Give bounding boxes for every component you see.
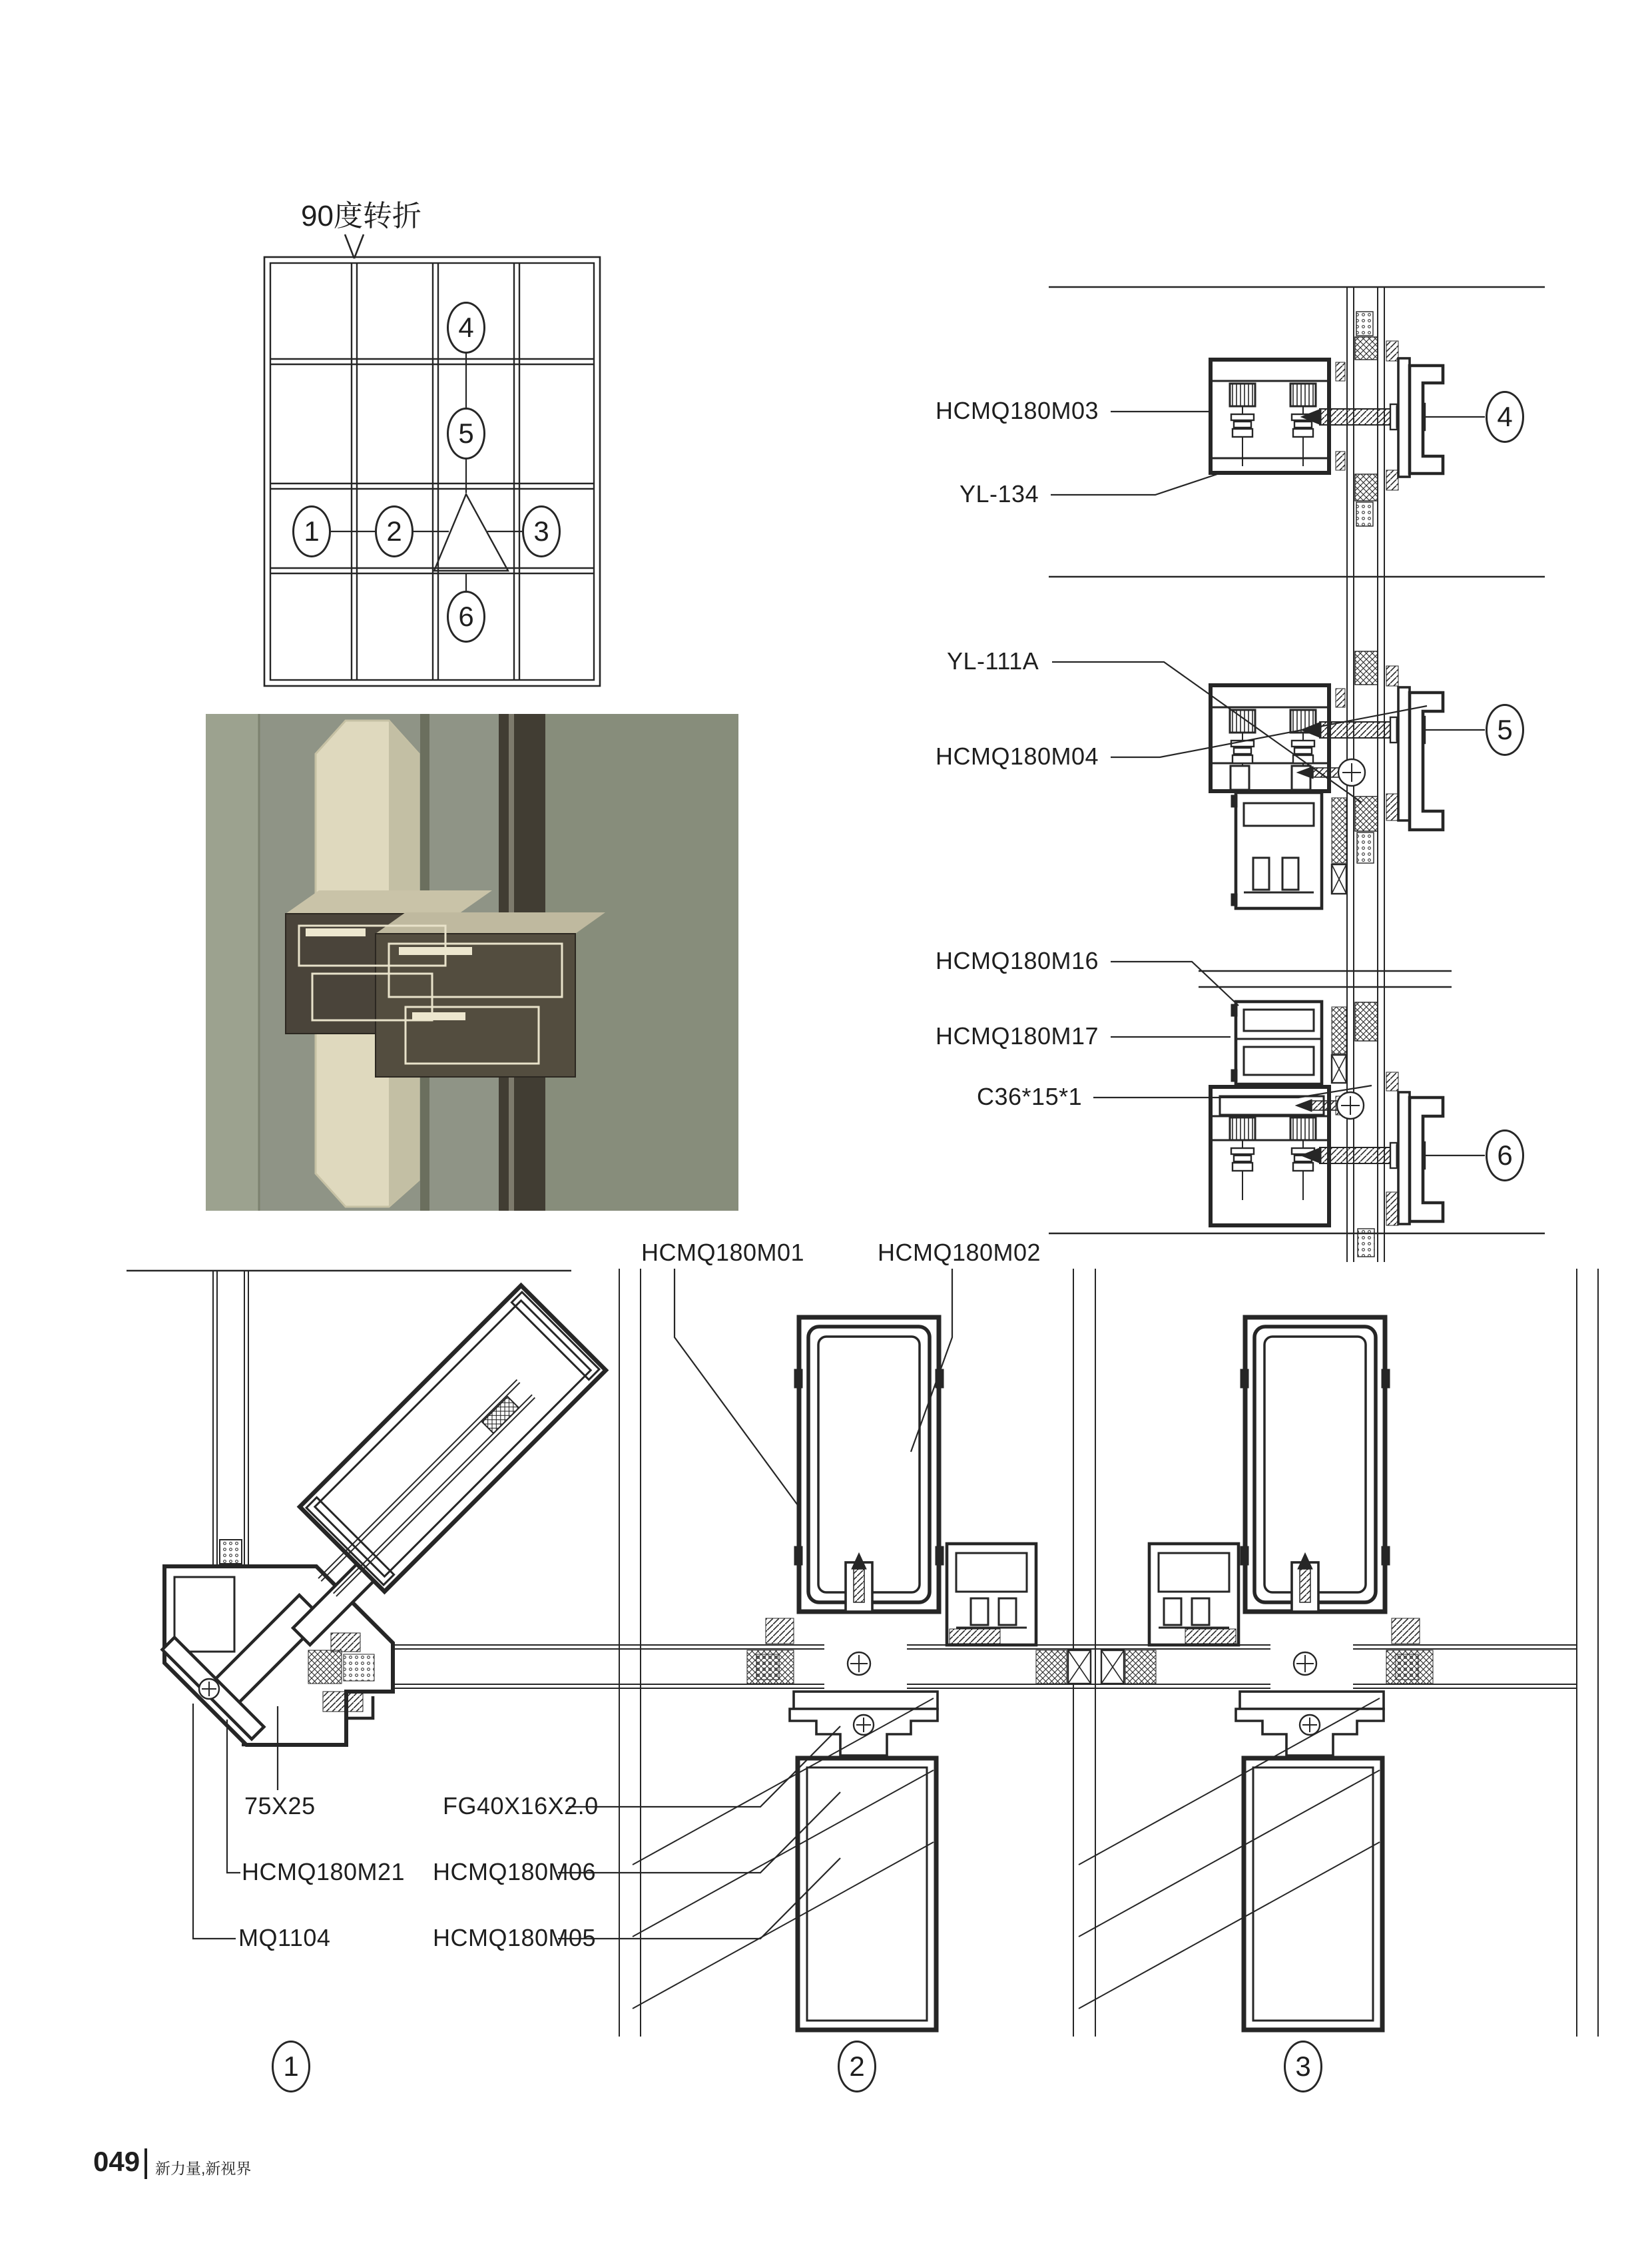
callout-4-elevation: 4 (447, 302, 485, 354)
label-hcmq180m06: HCMQ180M06 (433, 1858, 597, 1885)
label-hcmq180m17: HCMQ180M17 (936, 1022, 1099, 1050)
detail-3-mullion-plan (1079, 1317, 1433, 2030)
label-hcmq180m01: HCMQ180M01 (641, 1239, 805, 1266)
label-75x25: 75X25 (244, 1792, 316, 1819)
label-hcmq180m02: HCMQ180M02 (878, 1239, 1041, 1266)
label-hcmq180m21: HCMQ180M21 (242, 1858, 406, 1885)
callout-1-elevation: 1 (292, 505, 331, 557)
label-mq1104: MQ1104 (238, 1924, 331, 1951)
pressure-plate (794, 1692, 938, 1709)
footer-divider (144, 2148, 147, 2179)
callout-1-detail: 1 (272, 2041, 310, 2092)
label-yl134: YL-134 (960, 480, 1039, 507)
elevation-title: 90度转折 (301, 200, 421, 232)
callout-3-elevation: 3 (522, 505, 561, 557)
vent-subframe-a (1231, 793, 1346, 908)
footer-caption: 新力量,新视界 (155, 2160, 252, 2177)
label-fg40x16x2: FG40X16X2.0 (443, 1792, 599, 1819)
callout-6-detail: 6 (1486, 1129, 1524, 1181)
elevation-grid (264, 234, 600, 686)
callout-6-elevation: 6 (447, 591, 485, 643)
pressure-plate (1240, 1692, 1384, 1709)
attachment-profile (947, 1544, 1036, 1645)
label-c36-15-1: C36*15*1 (977, 1083, 1083, 1110)
detail-1-corner (162, 1285, 606, 1745)
callout-2-detail: 2 (838, 2041, 876, 2092)
elevation-title-arrow (345, 234, 364, 258)
vent-subframe-b (1231, 1002, 1346, 1084)
plan-section-row (127, 1269, 1598, 2037)
attachment-profile (1149, 1544, 1239, 1645)
callout-4-detail: 4 (1486, 391, 1524, 443)
vent-triangle-symbol (434, 494, 508, 571)
corner-diagonal-mullion (300, 1285, 606, 1592)
page-number: 049 (93, 2146, 140, 2177)
label-hcmq180m05: HCMQ180M05 (433, 1924, 597, 1951)
callout-5-detail: 5 (1486, 704, 1524, 756)
vertical-section-column (1049, 287, 1545, 1262)
label-hcmq180m03: HCMQ180M03 (936, 397, 1099, 424)
callout-2-elevation: 2 (375, 505, 413, 557)
elevation-callout-leaders (331, 353, 522, 591)
corner-vertical-glass (190, 1271, 266, 1594)
callout-5-elevation: 5 (447, 408, 485, 460)
label-hcmq180m16: HCMQ180M16 (936, 947, 1099, 974)
label-yl111a: YL-111A (947, 647, 1039, 675)
detail-2-mullion-plan (633, 1317, 1091, 2030)
profile-sample-photo (206, 714, 738, 1211)
label-hcmq180m04: HCMQ180M04 (936, 743, 1099, 770)
callout-3-detail: 3 (1284, 2041, 1322, 2092)
